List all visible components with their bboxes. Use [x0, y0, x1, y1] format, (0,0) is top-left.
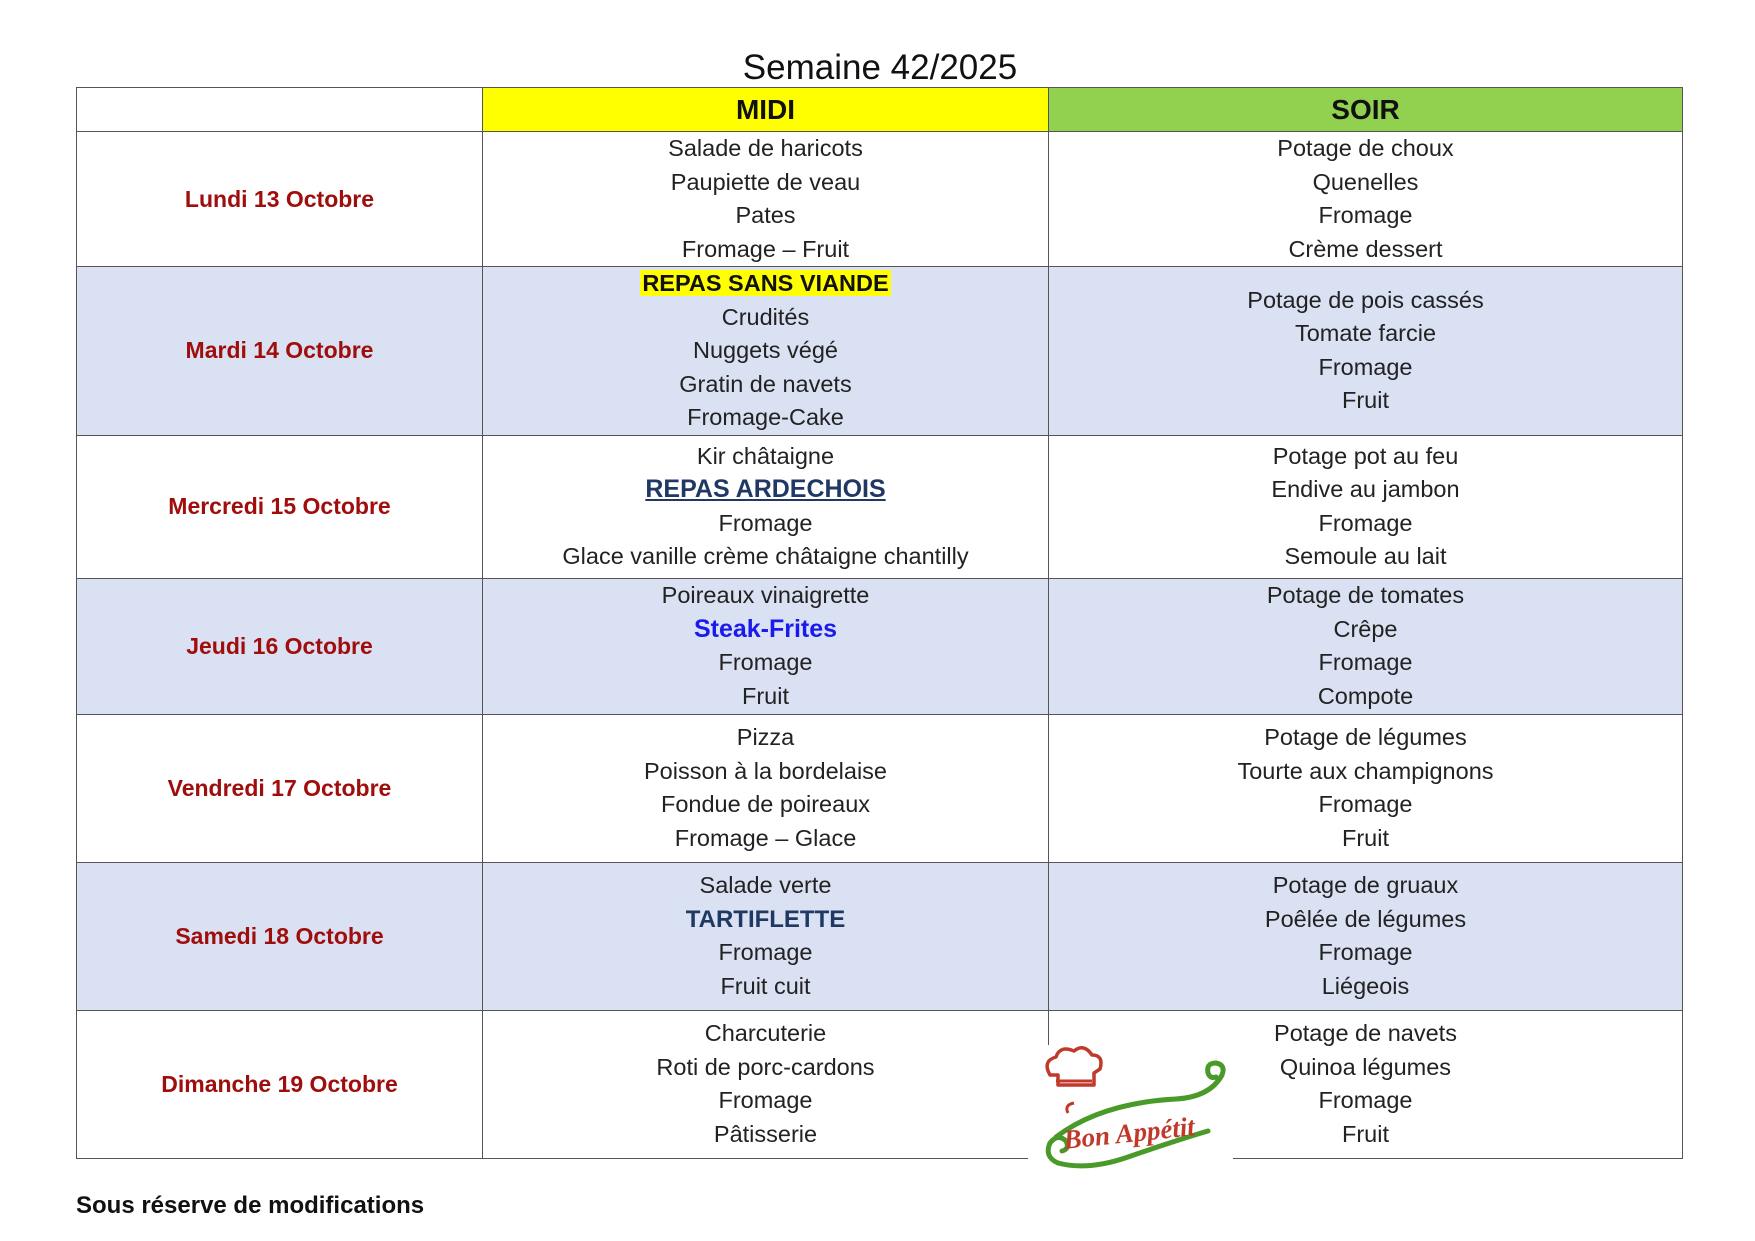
- table-row: [77, 132, 1683, 267]
- menu-item: [483, 199, 1048, 233]
- menu-item: [483, 903, 1048, 937]
- menu-item-text: Pates: [735, 202, 796, 228]
- menu-item: [483, 680, 1048, 714]
- menu-item-text: Semoule au lait: [1284, 543, 1447, 569]
- menu-item: [1049, 233, 1682, 267]
- menu-item: [1049, 199, 1682, 233]
- menu-item-text: Kir châtaigne: [696, 442, 835, 469]
- soir-cell: [1049, 714, 1683, 862]
- midi-cell: [483, 862, 1049, 1010]
- menu-item: [483, 166, 1048, 200]
- day-label: Vendredi 17 Octobre: [77, 714, 483, 862]
- menu-item: [1049, 284, 1682, 318]
- hl-yellow-text: REPAS SANS VIANDE: [642, 270, 889, 296]
- menu-item-text: Fromage: [718, 1087, 813, 1113]
- menu-item: [1049, 680, 1682, 714]
- menu-item-text: Fromage: [1318, 649, 1413, 675]
- menu-item: [483, 755, 1048, 789]
- menu-item-text: Fromage – Glace: [674, 824, 857, 851]
- day-label: Lundi 13 Octobre: [77, 132, 483, 267]
- menu-item: [483, 440, 1048, 474]
- menu-item: [1049, 351, 1682, 385]
- menu-item-text: Fromage-Cake: [687, 404, 844, 430]
- menu-item-text: Liégeois: [1321, 972, 1410, 999]
- menu-item: [1049, 507, 1682, 541]
- menu-item: [483, 233, 1048, 267]
- menu-item-text: Potage de tomates: [1266, 582, 1465, 608]
- table-row: [77, 267, 1683, 436]
- menu-item: [483, 822, 1048, 856]
- menu-item-text: Fondue de poireaux: [660, 791, 871, 817]
- soir-cell: [1049, 267, 1683, 436]
- menu-item-text: Glace vanille crème châtaigne chantilly: [562, 543, 969, 569]
- menu-item: [483, 579, 1048, 613]
- table-row: [77, 714, 1683, 862]
- menu-item: [483, 788, 1048, 822]
- chef-hat-icon: [1028, 1045, 1233, 1197]
- day-label: Mardi 14 Octobre: [77, 267, 483, 436]
- header-corner: [77, 88, 483, 132]
- ardechois-text: REPAS ARDECHOIS: [645, 475, 886, 503]
- menu-item: [483, 473, 1048, 507]
- soir-cell: [1049, 132, 1683, 267]
- page-title: Semaine 42/2025: [742, 48, 1018, 87]
- menu-item: [1049, 132, 1682, 166]
- menu-item: [1049, 166, 1682, 200]
- soir-cell: [1049, 435, 1683, 578]
- menu-item-text: Fruit: [1342, 1120, 1389, 1147]
- menu-item-text: Potage de légumes: [1264, 724, 1467, 750]
- menu-item-text: Tomate farcie: [1294, 320, 1437, 347]
- day-label: Dimanche 19 Octobre: [77, 1010, 483, 1158]
- menu-item-text: Paupiette de veau: [670, 168, 861, 195]
- menu-item: [483, 721, 1048, 755]
- menu-item-text: Compote: [1317, 682, 1414, 709]
- menu-item: [483, 646, 1048, 680]
- menu-item: [1049, 440, 1682, 474]
- menu-item: [483, 301, 1048, 335]
- soir-cell: [1049, 578, 1683, 714]
- menu-item-text: Fromage: [718, 509, 813, 536]
- menu-item-text: Pâtisserie: [713, 1120, 818, 1147]
- header-midi: MIDI: [483, 88, 1049, 132]
- menu-item: [1049, 540, 1682, 574]
- menu-item-text: Fromage: [1318, 939, 1413, 965]
- menu-item: [1049, 384, 1682, 418]
- bon-appetit-logo: [1028, 1045, 1233, 1197]
- menu-item: [483, 132, 1048, 166]
- menu-item-text: Quenelles: [1312, 168, 1419, 195]
- menu-item: [483, 540, 1048, 574]
- menu-item: [483, 970, 1048, 1004]
- day-label: Jeudi 16 Octobre: [77, 578, 483, 714]
- menu-item: [1049, 903, 1682, 937]
- footer-note: Sous réserve de modifications: [76, 1192, 425, 1219]
- menu-item: [1049, 788, 1682, 822]
- midi-cell: [483, 1010, 1049, 1158]
- menu-item: [1049, 869, 1682, 903]
- table-row: [77, 862, 1683, 1010]
- midi-cell: [483, 267, 1049, 436]
- menu-table: [76, 87, 1683, 1159]
- menu-item-text: Gratin de navets: [679, 370, 852, 397]
- menu-item: [1049, 473, 1682, 507]
- menu-item-text: Salade verte: [699, 872, 832, 898]
- menu-item: [483, 1051, 1048, 1085]
- table-row: [77, 578, 1683, 714]
- menu-item-text: Potage de pois cassés: [1247, 286, 1484, 313]
- menu-item-text: Poireaux vinaigrette: [661, 582, 870, 608]
- menu-item: [483, 368, 1048, 402]
- menu-item: [1049, 579, 1682, 613]
- menu-item-text: Fromage: [1318, 353, 1413, 380]
- menu-item-text: Crêpe: [1333, 615, 1398, 642]
- menu-item: [483, 613, 1048, 647]
- menu-body: [77, 132, 1683, 1159]
- day-label: Samedi 18 Octobre: [77, 862, 483, 1010]
- midi-cell: [483, 578, 1049, 714]
- table-row: [77, 1010, 1683, 1158]
- menu-item-text: Potage de choux: [1277, 135, 1454, 161]
- menu-item-text: Quinoa légumes: [1279, 1053, 1452, 1080]
- menu-item: [483, 1118, 1048, 1152]
- menu-item-text: Fromage: [1318, 202, 1413, 228]
- menu-item-text: Pizza: [736, 724, 795, 750]
- menu-item-text: Salade de haricots: [668, 135, 863, 161]
- tartiflette-text: TARTIFLETTE: [685, 905, 846, 933]
- soir-cell: [1049, 862, 1683, 1010]
- menu-item: [1049, 755, 1682, 789]
- table-row: [77, 435, 1683, 578]
- menu-item-text: Fruit: [1342, 824, 1389, 851]
- menu-item: [483, 1084, 1048, 1118]
- menu-item-text: Crème dessert: [1288, 235, 1443, 262]
- menu-item-text: Potage de navets: [1274, 1020, 1457, 1046]
- menu-item-text: Fruit cuit: [720, 972, 811, 999]
- menu-item: [483, 1017, 1048, 1051]
- menu-item-text: Fromage: [718, 649, 813, 675]
- day-label: Mercredi 15 Octobre: [77, 435, 483, 578]
- menu-item-text: Potage de gruaux: [1272, 872, 1459, 898]
- menu-item-text: Fromage: [1318, 791, 1413, 817]
- menu-item: [483, 936, 1048, 970]
- logo-text: Bon Appétit: [1061, 1111, 1197, 1155]
- menu-item: [483, 401, 1048, 435]
- menu-item-text: Fromage: [718, 939, 813, 965]
- steak-text: Steak-Frites: [693, 614, 838, 643]
- midi-cell: [483, 132, 1049, 267]
- menu-item-text: Charcuterie: [704, 1020, 827, 1046]
- midi-cell: [483, 714, 1049, 862]
- menu-item-text: Poisson à la bordelaise: [644, 757, 887, 784]
- menu-item: [483, 507, 1048, 541]
- menu-item-text: Poêlée de légumes: [1264, 905, 1467, 932]
- menu-item-text: Fromage: [1318, 509, 1413, 536]
- menu-item: [1049, 936, 1682, 970]
- menu-item: [1049, 646, 1682, 680]
- menu-item: [1049, 822, 1682, 856]
- menu-item: [483, 267, 1048, 301]
- midi-cell: [483, 435, 1049, 578]
- menu-item-text: Fruit: [1342, 387, 1389, 414]
- menu-item-text: Fruit: [742, 682, 789, 709]
- menu-item-text: Roti de porc-cardons: [656, 1053, 875, 1080]
- menu-item-text: Crudités: [721, 303, 810, 330]
- menu-item: [1049, 317, 1682, 351]
- header-soir: SOIR: [1049, 88, 1683, 132]
- menu-item: [483, 334, 1048, 368]
- menu-item: [1049, 721, 1682, 755]
- menu-item: [483, 869, 1048, 903]
- menu-item: [1049, 970, 1682, 1004]
- menu-item-text: Fromage: [1318, 1087, 1413, 1113]
- menu-item: [1049, 613, 1682, 647]
- menu-item-text: Nuggets végé: [692, 337, 839, 363]
- menu-item-text: Fromage – Fruit: [681, 235, 850, 262]
- menu-item-text: Tourte aux champignons: [1237, 757, 1494, 784]
- menu-item-text: Potage pot au feu: [1272, 442, 1459, 469]
- menu-item-text: Endive au jambon: [1271, 476, 1460, 502]
